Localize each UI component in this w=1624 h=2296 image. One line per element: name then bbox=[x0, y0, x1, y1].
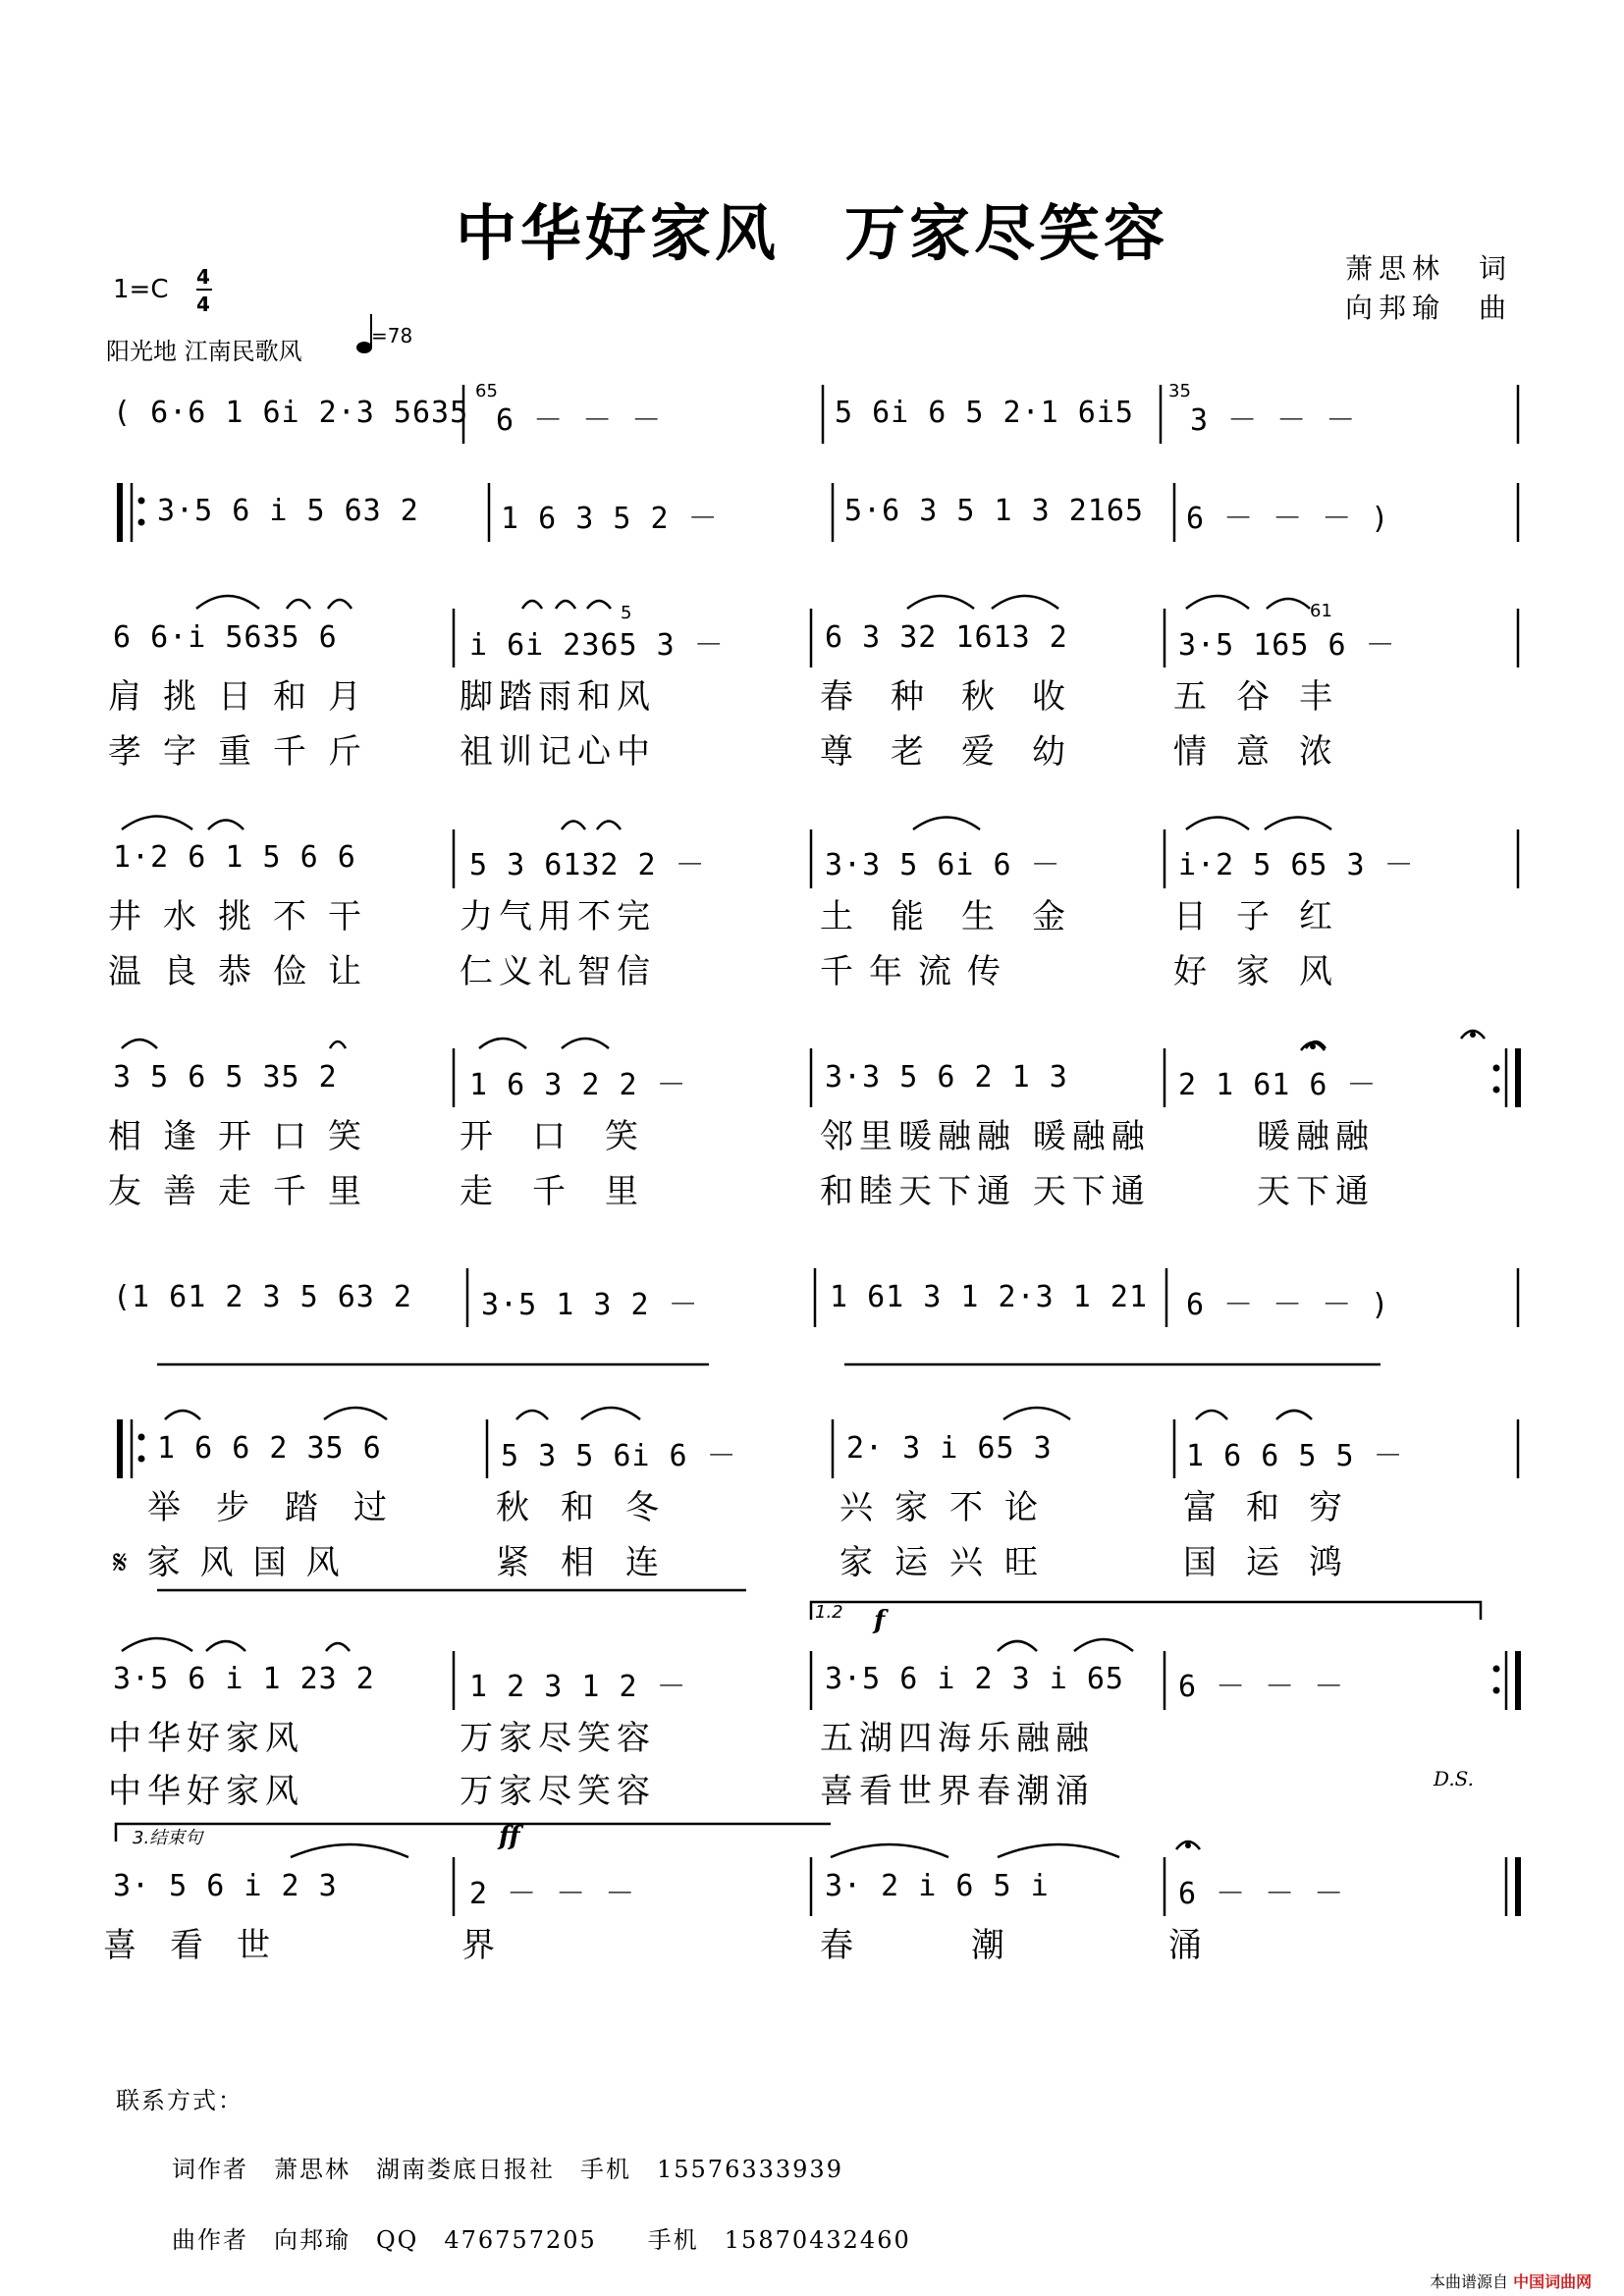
dynamic-marking: ff bbox=[499, 1822, 520, 1851]
dynamic-marking: f bbox=[874, 1606, 886, 1635]
lyric: 温良恭俭让 bbox=[108, 952, 383, 991]
lyric: 五湖四海乐融融 bbox=[820, 1719, 1095, 1758]
measure: 6 － － － ) bbox=[1186, 502, 1390, 536]
measure: 3·5 6 i 5 63 2 bbox=[157, 494, 419, 528]
measure: 5 6i 6 5 2·1 6i5 bbox=[835, 396, 1134, 430]
volta-label: 1.2 bbox=[815, 1602, 843, 1623]
lyric: 中华好家风 bbox=[108, 1719, 304, 1758]
measure: 6 3 32 1613 2 bbox=[825, 620, 1068, 655]
lyric: 国运鸿 bbox=[1183, 1543, 1372, 1582]
lyric: 万家尽笑容 bbox=[460, 1772, 656, 1811]
measure: i·2 5 65 3 － bbox=[1178, 848, 1415, 882]
measure: 2 － － － bbox=[469, 1877, 636, 1911]
lyric: 富和穷 bbox=[1183, 1488, 1372, 1527]
measure: 3 － － － bbox=[1190, 403, 1357, 438]
measure: 5·6 3 5 1 3 2165 bbox=[844, 494, 1144, 528]
tempo-marking: =78 bbox=[371, 324, 413, 347]
measure: 3·5 6 i 1 23 2 bbox=[113, 1662, 375, 1696]
volta-label: 3.结束句 bbox=[133, 1828, 203, 1848]
lyric: 喜看世 bbox=[103, 1926, 303, 1965]
lyric: 中华好家风 bbox=[108, 1772, 304, 1811]
measure: 3·3 5 6 2 1 3 bbox=[825, 1060, 1068, 1095]
measure: 3·5 6 i 2 3 i 65 bbox=[825, 1662, 1124, 1696]
lyric: 和睦天下通 天下通 bbox=[820, 1172, 1151, 1211]
ds-marking: D.S. bbox=[1434, 1767, 1475, 1790]
lyric: 井水挑不干 bbox=[108, 897, 383, 936]
lyric: 春潮 bbox=[820, 1926, 1122, 1965]
contact-heading: 联系方式： bbox=[116, 2087, 244, 2114]
lyric: 千年流传 bbox=[820, 952, 1016, 991]
lyric: 祖训记心中 bbox=[460, 732, 656, 772]
measure: 1·2 6 1 5 6 6 bbox=[113, 840, 356, 875]
lyric: 相逢开口笑 bbox=[108, 1117, 383, 1156]
lyric: 仁义礼智信 bbox=[460, 952, 656, 991]
grace-note: 65 bbox=[475, 381, 498, 401]
measure: 5 3 5 6i 6 － bbox=[501, 1439, 737, 1473]
lyric: 土能生金 bbox=[820, 897, 1103, 936]
measure: 6 － － － ) bbox=[1186, 1288, 1390, 1322]
composer-contact: 曲作者 向邦瑜 QQ 476757205 手机 15870432460 bbox=[172, 2226, 911, 2254]
measure: 1 6 3 2 2 － bbox=[469, 1068, 687, 1102]
measure: 6 6·i 5635 6 bbox=[113, 620, 338, 655]
lyric: 暖融融 bbox=[1257, 1117, 1375, 1156]
grace-note: 5 bbox=[621, 603, 632, 623]
measure: 5 3 6132 2 － bbox=[469, 848, 706, 882]
footer-site-link[interactable]: 中国词曲网 bbox=[1513, 2272, 1593, 2291]
measure: 3·5 1 3 2 － bbox=[481, 1288, 699, 1322]
lyric: 走千里 bbox=[460, 1172, 677, 1211]
measure: 3· 2 i 6 5 i bbox=[825, 1869, 1050, 1903]
lyric: 万家尽笑容 bbox=[460, 1719, 656, 1758]
measure: 1 6 6 2 35 6 bbox=[157, 1431, 382, 1466]
lyric: 兴家不论 bbox=[839, 1488, 1059, 1527]
measure: (1 61 2 3 5 63 2 bbox=[113, 1280, 412, 1314]
lyric: 肩挑日和月 bbox=[108, 677, 383, 717]
measure: 2 1 61 6 － bbox=[1178, 1068, 1378, 1102]
lyric: 秋和冬 bbox=[496, 1488, 690, 1527]
key-signature: 1=C bbox=[113, 275, 169, 304]
time-signature-top: 4 bbox=[196, 265, 210, 289]
measure: 6 － － － bbox=[496, 403, 663, 438]
measure: 6 － － － bbox=[1178, 1670, 1345, 1704]
lyric: 孝字重千斤 bbox=[108, 732, 383, 772]
lyric: 春种秋收 bbox=[820, 677, 1103, 717]
lyric: 日子红 bbox=[1173, 897, 1362, 936]
lyric: 情意浓 bbox=[1173, 732, 1362, 772]
lyric: 脚踏雨和风 bbox=[460, 677, 656, 717]
lyric: 友善走千里 bbox=[108, 1172, 383, 1211]
measure: 1 6 6 5 5 － bbox=[1186, 1439, 1404, 1473]
song-title: 中华好家风 万家尽笑容 bbox=[455, 197, 1168, 269]
measure: 6 － － － bbox=[1178, 1877, 1345, 1911]
measure: ( 6·6 1 6i 2·3 5635 bbox=[113, 396, 469, 430]
measure: 2· 3 i 65 3 bbox=[846, 1431, 1053, 1466]
lyric: 涌 bbox=[1168, 1926, 1223, 1965]
lyric: 界 bbox=[461, 1926, 516, 1965]
lyric: 尊老爱幼 bbox=[820, 732, 1103, 772]
grace-note: 35 bbox=[1168, 381, 1191, 401]
measure: 1 2 3 1 2 － bbox=[469, 1670, 687, 1704]
lyric: 𝄋家风国风 bbox=[113, 1543, 359, 1582]
lyric: 开口笑 bbox=[460, 1117, 677, 1156]
lyric: 力气用不完 bbox=[460, 897, 656, 936]
measure: 3·3 5 6i 6 － bbox=[825, 848, 1061, 882]
composer-credit: 向邦瑜 曲 bbox=[1345, 292, 1513, 324]
time-signature-bottom: 4 bbox=[196, 293, 210, 316]
measure: 3· 5 6 i 2 3 bbox=[113, 1869, 338, 1903]
style-marking: 阳光地 江南民歌风 bbox=[106, 338, 302, 365]
measure: 1 6 3 5 2 － bbox=[501, 502, 719, 536]
lyric: 家运兴旺 bbox=[839, 1543, 1059, 1582]
footer-source-text: 本曲谱源自 bbox=[1430, 2272, 1509, 2291]
lyric: 举步踏过 bbox=[147, 1488, 422, 1527]
lyric: 紧相连 bbox=[496, 1543, 690, 1582]
measure: 3 5 6 5 35 2 bbox=[113, 1060, 338, 1095]
lyric: 五谷丰 bbox=[1173, 677, 1362, 717]
lyric: 天下通 bbox=[1257, 1172, 1375, 1211]
grace-note: 61 bbox=[1310, 601, 1332, 621]
lyric: 喜看世界春潮涌 bbox=[820, 1772, 1095, 1811]
measure: i 6i 2365 3 － bbox=[469, 628, 725, 663]
measure: 1 61 3 1 2·3 1 21 bbox=[830, 1280, 1149, 1314]
lyricist-credit: 萧思林 词 bbox=[1345, 252, 1513, 285]
lyric: 邻里暖融融 暖融融 bbox=[820, 1117, 1151, 1156]
lyricist-contact: 词作者 萧思林 湖南娄底日报社 手机 15576333939 bbox=[172, 2156, 843, 2183]
lyric: 好家风 bbox=[1173, 952, 1362, 991]
measure: 3·5 165 6 － bbox=[1178, 628, 1396, 663]
footer-source bbox=[1430, 2269, 1592, 2292]
